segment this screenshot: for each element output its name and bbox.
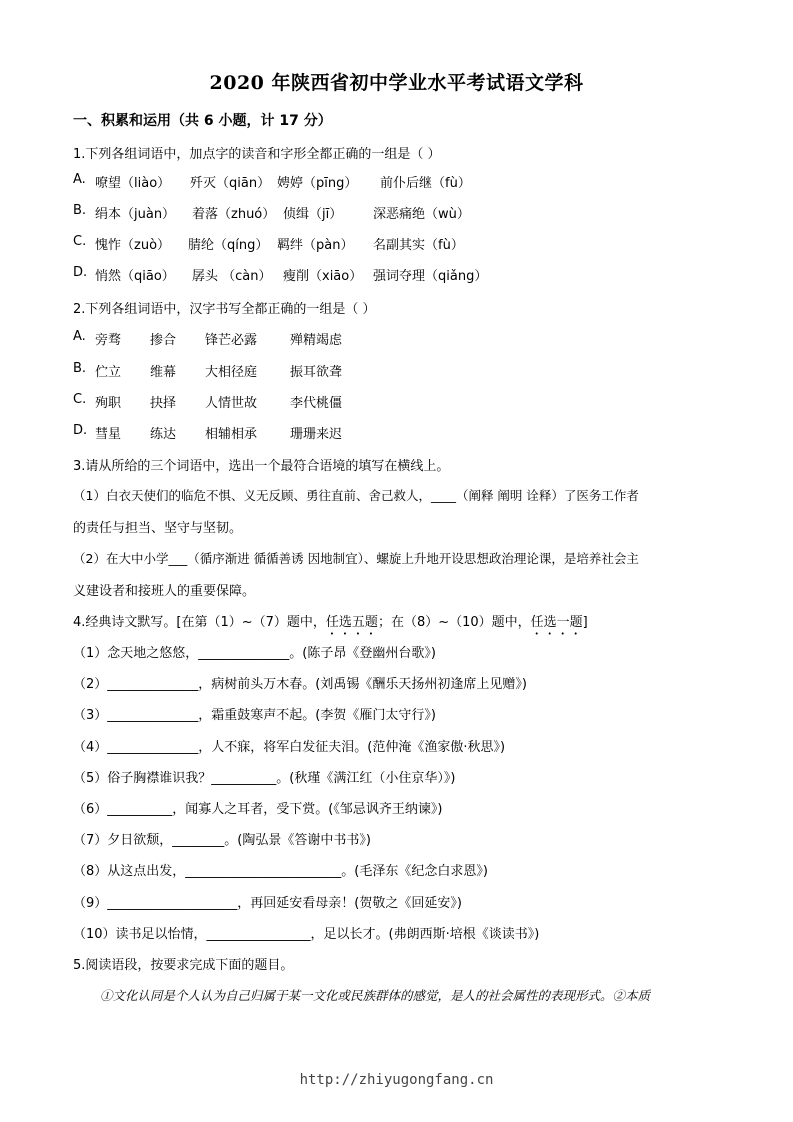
q4-stem-part: ；在（8）~（10）题中，: [377, 615, 531, 630]
option-word: 愧怍（zuò）: [95, 238, 171, 253]
option-word: 嘹望（liào）: [95, 176, 171, 191]
option-word: 孱头 （càn）: [192, 269, 272, 284]
option-label: A.: [73, 329, 86, 344]
q4-item-4: （4）______________，人不寐，将军白发征夫泪。(范仲淹《渔家傲·秋思》): [73, 740, 506, 755]
option-word: 腈纶（qíng）: [188, 238, 269, 253]
q4-item-7: （7）夕日欲颓，________。(陶弘景《答谢中书书》): [73, 833, 371, 848]
option-label: C.: [73, 392, 87, 407]
option-word: 人情世故: [205, 396, 258, 411]
option-word: 悄然（qiāo）: [95, 269, 175, 284]
option-label: D.: [73, 423, 88, 438]
option-word: 彗星: [95, 427, 122, 442]
section-heading: 一、积累和运用（共 6 小题，计 17 分）: [73, 113, 332, 129]
option-word: 殚精竭虑: [290, 333, 343, 348]
option-label: D.: [73, 265, 88, 280]
option-label: A.: [73, 172, 86, 187]
q4-item-8: （8）从这点出发，________________________。(毛泽东《纪念白求恩》): [73, 864, 488, 879]
option-word: 瘦削（xiāo）: [283, 269, 363, 284]
option-word: 羁绊（pàn）: [277, 238, 354, 253]
q2-stem: 2.下列各组词语中，汉字书写全都正确的一组是（ ）: [73, 302, 376, 317]
footer-url: http://zhiyugongfang.cn: [299, 1072, 494, 1088]
page-title: 2020 年陕西省初中学业水平考试语文学科: [209, 72, 584, 94]
q3-part2-line2: 义建设者和接班人的重要保障。: [73, 584, 256, 599]
q4-item-3: （3）______________，霜重鼓寒声不起。(李贺《雁门太守行》): [73, 708, 436, 723]
option-word: 深恶痛绝（wù）: [373, 207, 470, 222]
option-word: 名副其实（fù）: [373, 238, 464, 253]
q5-stem: 5.阅读语段，按要求完成下面的题目。: [73, 958, 294, 973]
option-word: 殉职: [95, 396, 122, 411]
option-label: B.: [73, 203, 87, 218]
q4-item-6: （6）__________，闻寡人之耳者，受下赏。(《邹忌讽齐王纳谏》): [73, 802, 443, 817]
option-word: 抉择: [150, 396, 177, 411]
option-word: 练达: [150, 427, 177, 442]
q4-emphasis-five: 任选五题: [325, 615, 378, 630]
option-word: 着落（zhuó）: [192, 207, 276, 222]
q4-stem-part: 4.经典诗文默写。[在第（1）~（7）题中，: [73, 615, 326, 630]
option-word: 振耳欲聋: [290, 365, 343, 380]
q4-item-1: （1）念天地之悠悠，______________。(陈子昂《登幽州台歌》): [73, 646, 436, 661]
option-word: 相辅相承: [205, 427, 258, 442]
q3-stem: 3.请从所给的三个词语中，选出一个最符合语境的填写在横线上。: [73, 459, 450, 474]
q4-stem-part: ]: [582, 615, 588, 630]
option-word: 侦缉（jī）: [283, 207, 343, 222]
option-label: C.: [73, 234, 87, 249]
option-word: 维幕: [150, 365, 177, 380]
option-word: 强词夺理（qiǎng）: [373, 269, 488, 284]
option-word: 李代桃僵: [290, 396, 343, 411]
q3-part1-line2: 的责任与担当、坚守与坚韧。: [73, 521, 243, 536]
q4-stem: [73, 611, 588, 638]
q3-part1-line1: （1）白衣天使们的临危不惧、义无反顾、勇往直前、舍己救人，____（阐释 阐明 诠释）了医务工作者: [73, 488, 639, 503]
option-word: 锋芒必露: [205, 333, 258, 348]
q3-part2-line1: （2）在大中小学___（循序渐进 循循善诱 因地制宜）、螺旋上升地开设思想政治理论课，是培养社会主: [73, 551, 639, 566]
q4-item-2: （2）______________，病树前头万木春。(刘禹锡《酬乐天扬州初逢席上见赠》): [73, 677, 527, 692]
option-word: 伫立: [95, 365, 122, 380]
q1-stem: 1.下列各组词语中，加点字的读音和字形全都正确的一组是（ ）: [73, 147, 441, 162]
option-word: 娉婷（pīng）: [277, 176, 358, 191]
q5-passage: ①文化认同是个人认为自己归属于某一文化或民族群体的感觉，是人的社会属性的表现形式。②本质: [100, 988, 651, 1003]
option-word: 歼灭（qiān）: [190, 176, 271, 191]
option-label: B.: [73, 361, 87, 376]
option-word: 前仆后继（fù）: [380, 176, 471, 191]
q4-item-5: （5）俗子胸襟谁识我？__________。(秋瑾《满江红（小住京华）》): [73, 771, 456, 786]
option-word: 大相径庭: [205, 365, 258, 380]
option-word: 旁骛: [95, 333, 122, 348]
q4-item-10: （10）读书足以怡情，________________，足以长才。(弗朗西斯·培根《谈读书》): [73, 927, 540, 942]
option-word: 珊珊来迟: [290, 427, 343, 442]
q4-item-9: （9）____________________，再回延安看母亲！(贺敬之《回延安》): [73, 896, 462, 911]
q4-emphasis-one: 任选一题: [530, 615, 583, 630]
option-word: 绢本（juàn）: [95, 207, 176, 222]
option-word: 掺合: [150, 333, 177, 348]
